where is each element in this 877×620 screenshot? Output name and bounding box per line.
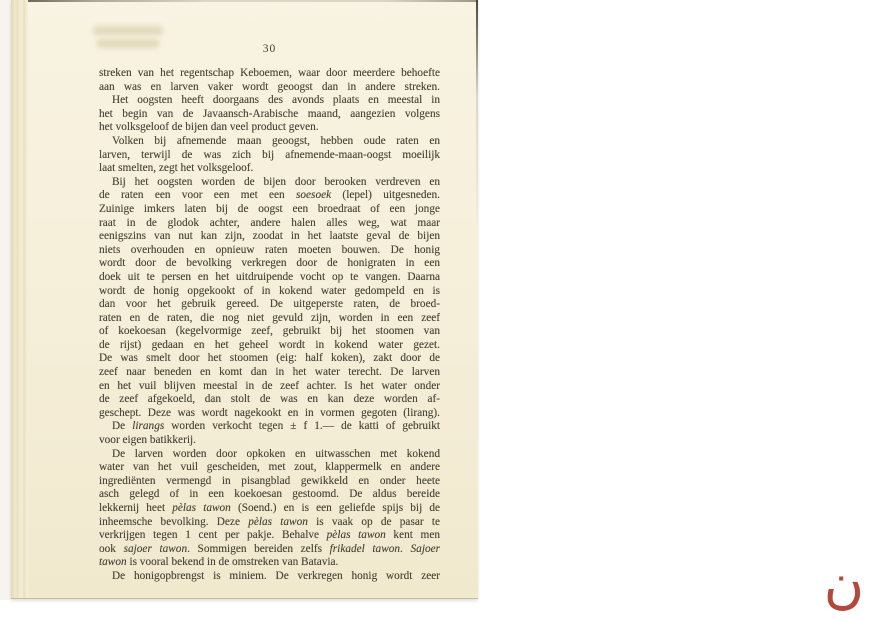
book-fore-edges (11, 0, 28, 599)
text-line: De larven worden door opkoken en uitwasschen met kokend (112, 447, 440, 460)
text-line: ingrediënten vermengd in pisangblad gewikkeld en onder heete (99, 474, 440, 487)
text-line: niets overhouden en opnieuw raten moeten bouwen. De honig (99, 243, 440, 256)
text-line: De was smelt door het stoomen (eig: half koken), zakt door de (99, 352, 440, 365)
text-line: De lirangs worden verkocht tegen ± f 1.— de katti of gebruikt (112, 420, 440, 433)
page-right-edge-shadow (476, 0, 478, 240)
text-line: doek uit te persen en het uitdruipende vocht op te vangen. Daarna (99, 270, 440, 283)
text-line: wordt de honig opgekookt of in kokend water gedompeld en is (99, 284, 440, 297)
text-line: Bij het oogsten worden de bijen door berooken verdreven en (112, 175, 440, 188)
text-line: de raten een voor een met een soesoek (lepel) uitgesneden. (99, 189, 440, 202)
text-line: de zeef afgekoeld, dan stolt de was en kan deze worden af- (99, 393, 440, 406)
text-line: De honigopbrengst is miniem. De verkregen honig wordt zeer (112, 569, 440, 582)
page-top-edge-shadow (28, 0, 478, 2)
text-line: raten en de raten, die nog niet gevuld zijn, worden in een zeef (99, 311, 440, 324)
text-line: de rijst) gedaan en het geheel wordt in kokend water gezet. (99, 338, 440, 351)
page-number: 30 (262, 43, 277, 55)
page-body-text (99, 67, 440, 584)
text-line: of koekoesan (kegelvormige zeef, gebruikt bij het stoomen van (99, 325, 440, 338)
text-line: Volken bij afnemende maan geoogst, hebben oude raten en (112, 134, 440, 147)
arabic-letter-noon-logo: ن (823, 551, 865, 615)
text-line: dan voor het gebruik gereed. De uitgeperste raten, de broed- (99, 298, 440, 311)
text-line: voor eigen batikkerij. (99, 434, 196, 447)
text-line: lekkernij heet pèlas tawon (Soend.) en is een geliefde spijs bij de (99, 502, 440, 514)
text-line: en het vuil blijven meestal in de zeef achter. Is het water onder (99, 379, 440, 392)
text-line: Het oogsten heeft doorgaans des avonds plaats en meestal in (112, 94, 440, 107)
scanner-left-margin (0, 0, 11, 600)
text-line: zeef naar beneden en komt dan in het water terecht. De larven (99, 366, 440, 379)
text-line: Zuinige imkers laten bij de oogst een broedraat of een jonge (99, 202, 440, 215)
text-line: laat smelten, zegt het volksgeloof. (99, 162, 254, 175)
text-line: asch gelegd of in een koekoesan gestoomd. De aldus bereide (99, 488, 440, 501)
text-line: ook sajoer tawon. Sommigen bereiden zelfs frikadel tawon. Sajoer (99, 542, 440, 555)
ink-bleedthrough-smudge (93, 26, 163, 35)
text-line: raat in de glodok achter, andere halen alles weg, wat maar (99, 216, 440, 229)
text-line: wordt door de bevolking verkregen door de honigraten in een (99, 257, 440, 270)
text-line: het begin van de Javaansch-Arabische maand, aangezien volgens (99, 107, 440, 120)
text-line: eenigszins van nut kan zijn, zoodat in het laatste geval de bijen (99, 230, 440, 243)
text-line: inheemsche bevolking. Deze pèlas tawon is vaak op de pasar te (99, 515, 440, 528)
text-line: aan was en larven vaker wordt geoogst dan in andere streken. (99, 80, 440, 93)
text-line: streken van het regentschap Keboemen, waar door meerdere behoefte (99, 67, 440, 79)
text-line: geschept. Deze was wordt nagekookt en in vormen gegoten (lirang). (99, 406, 440, 419)
scanned-book-page (11, 0, 478, 599)
text-line: water van het vuil gescheiden, met zout, klappermelk en andere (99, 461, 440, 474)
text-line: tawon is vooral bekend in de omstreken van Batavia. (99, 556, 339, 569)
text-line: larven, terwijl de was zich bij afnemende-maan-oogst moeilijk (99, 148, 440, 161)
text-line: verkrijgen tegen 1 cent per pakje. Behalve pèlas tawon kent men (99, 529, 440, 542)
text-line: het volksgeloof de bijen dan veel product geven. (99, 121, 319, 134)
